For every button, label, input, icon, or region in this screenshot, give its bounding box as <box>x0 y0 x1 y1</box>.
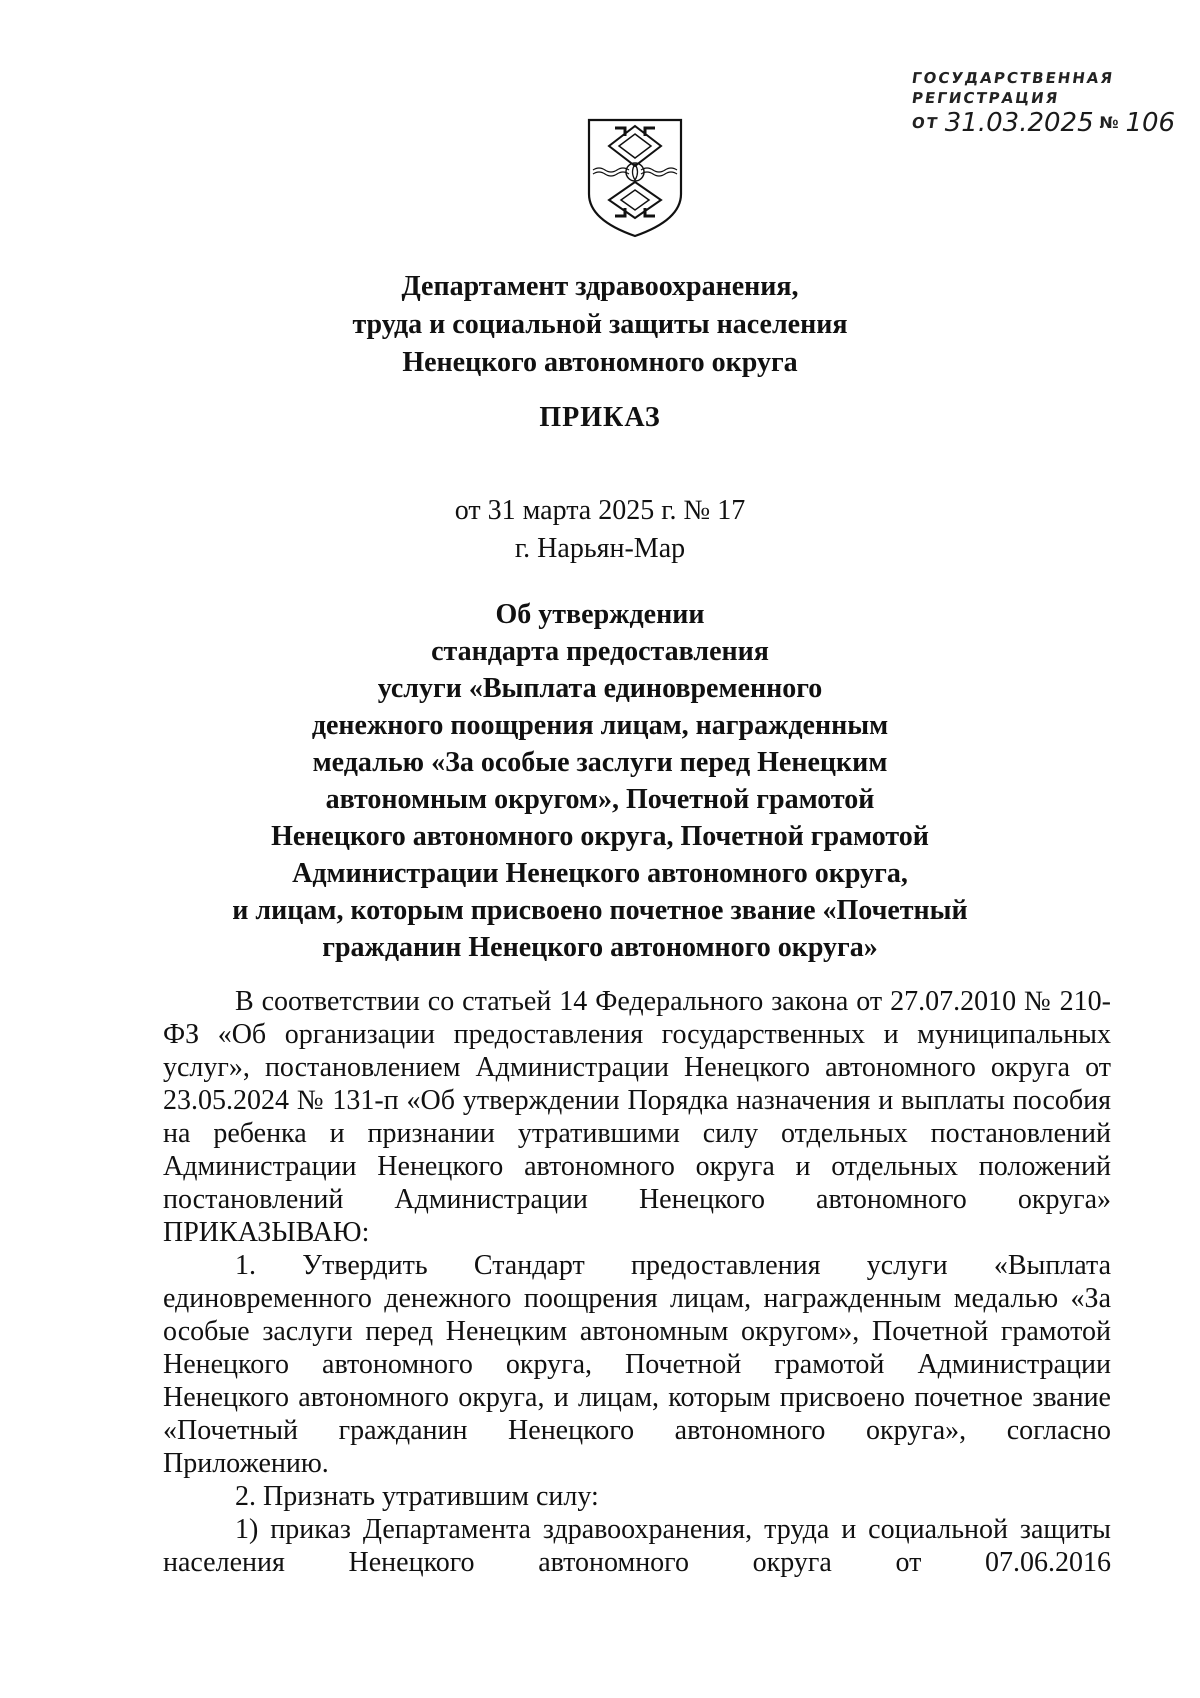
stamp-date: 31.03.2025 <box>944 108 1094 138</box>
subject-line: денежного поощрения лицам, награжденным <box>311 710 889 741</box>
item-2-paragraph: 2. Признать утратившим силу: <box>235 1481 599 1512</box>
order-date-number: от 31 марта 2025 г. № 17 <box>454 495 746 526</box>
department-line-1: Департамент здравоохранения, <box>401 271 799 302</box>
subject-line: Об утверждении <box>495 599 705 630</box>
subject-line: услуги «Выплата единовременного <box>377 673 823 704</box>
subject-line: гражданин Ненецкого автономного округа» <box>322 932 878 963</box>
subject-line: медалью «За особые заслуги перед Ненецким <box>312 747 888 778</box>
stamp-number: 106 <box>1125 108 1176 138</box>
stamp-prefix: ОТ <box>910 114 941 132</box>
subject-line: автономным округом», Почетной грамотой <box>325 784 875 815</box>
nenets-coat-of-arms-icon <box>585 116 685 240</box>
subject-line: Администрации Ненецкого автономного округа, <box>292 858 908 889</box>
date-place-block <box>0 492 1200 568</box>
department-line-2: труда и социальной защиты населения <box>352 309 848 340</box>
stamp-number-sign: № <box>1099 113 1120 132</box>
item-1-paragraph: 1. Утвердить Стандарт предоставления услуги «Выплата единовременного денежного поощрения лицам, награжденным медалью «За особые заслуги перед Ненецким автономным округом», Почетной грамотой Ненецкого автономного округа, Почетной грамотой Администрации Ненецкого автономного округа, и лицам, которым присвоено почетное звание «Почетный гражданин Ненецкого автономного округа», согласно Приложению. <box>163 1250 1111 1479</box>
item-2-1-paragraph: 1) приказ Департамента здравоохранения, труда и социальной защиты населения Ненецкого автономного округа от 07.06.2016 <box>163 1514 1111 1578</box>
department-line-3: Ненецкого автономного округа <box>402 347 798 378</box>
department-name <box>0 268 1200 382</box>
order-body <box>163 985 1111 1579</box>
stamp-line-3 <box>910 108 1176 138</box>
stamp-line-2: РЕГИСТРАЦИЯ <box>910 89 1061 107</box>
order-subject <box>0 596 1200 966</box>
registration-stamp <box>910 68 1176 138</box>
document-type: ПРИКАЗ <box>539 402 661 433</box>
subject-line: стандарта предоставления <box>431 636 769 667</box>
subject-line: Ненецкого автономного округа, Почетной грамотой <box>271 821 929 852</box>
subject-line: и лицам, которым присвоено почетное звание «Почетный <box>232 895 968 926</box>
preamble-paragraph: В соответствии со статьей 14 Федерального закона от 27.07.2010 № 210-ФЗ «Об организации предоставления государственных и муниципальных услуг», постановлением Администрации Ненецкого автономного округа от 23.05.2024 № 131-п «Об утверждении Порядка назначения и выплаты пособия на ребенка и признании утратившими силу отдельных постановлений Администрации Ненецкого автономного округа и отдельных положений постановлений Администрации Ненецкого автономного округа» ПРИКАЗЫВАЮ: <box>163 986 1111 1248</box>
stamp-line-1: ГОСУДАРСТВЕННАЯ <box>910 69 1116 87</box>
order-place: г. Нарьян-Мар <box>514 533 686 564</box>
